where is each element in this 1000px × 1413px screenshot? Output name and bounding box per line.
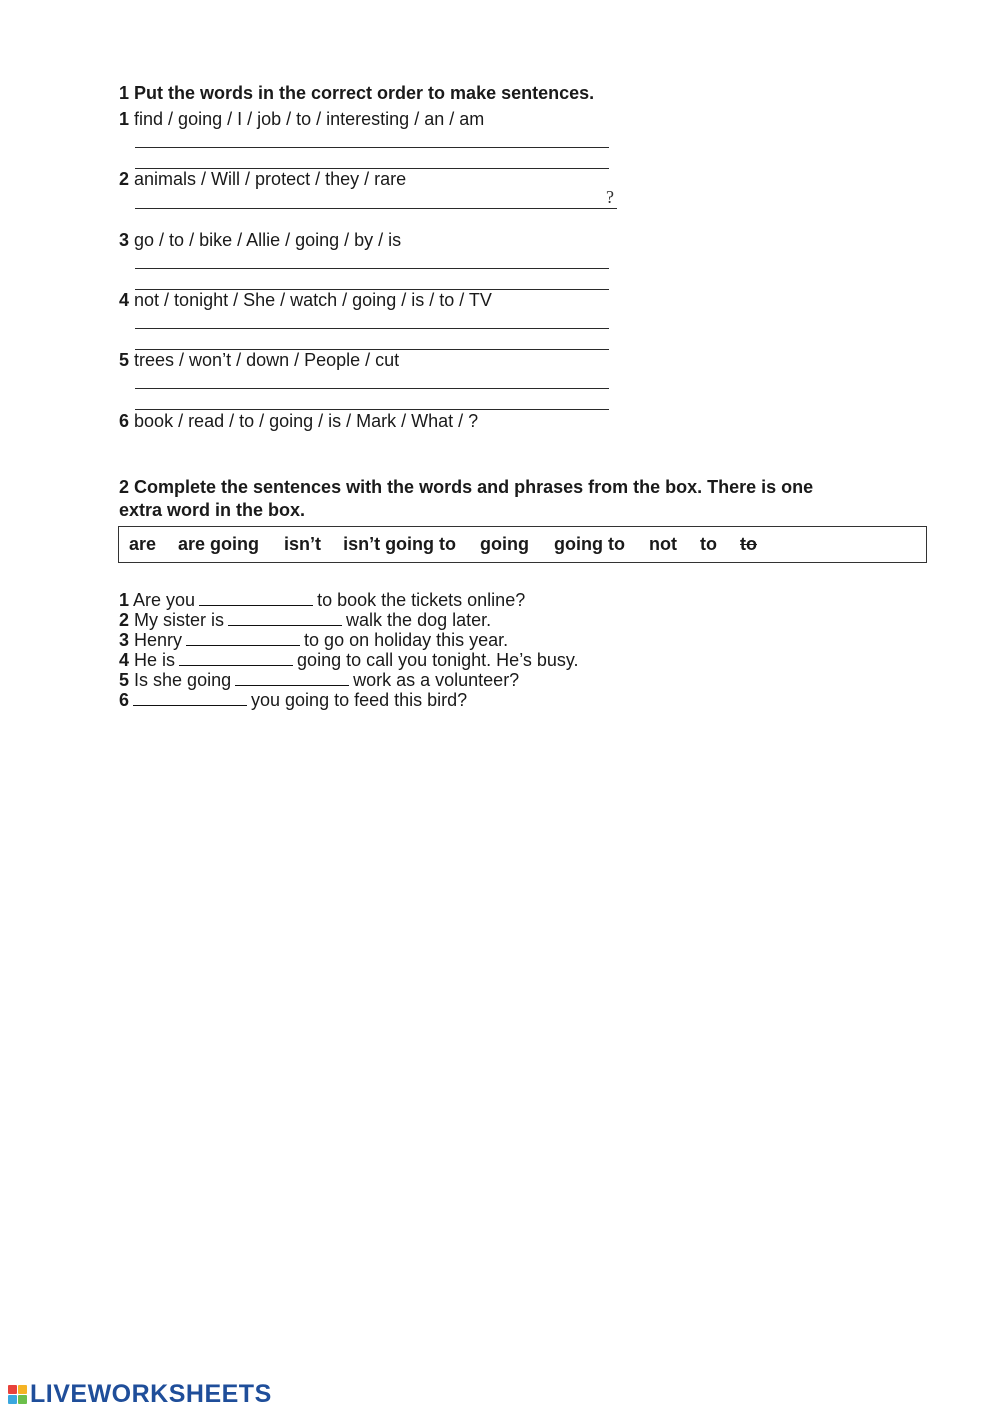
item-after: going to call you tonight. He’s busy.	[297, 650, 579, 670]
item-prompt: not / tonight / She / watch / going / is / to / TV	[134, 290, 492, 310]
item-number: 1	[119, 590, 130, 610]
logo-block	[18, 1385, 27, 1394]
ex2-item-2	[119, 609, 491, 630]
exercise1-heading: 1 Put the words in the correct order to make sentences.	[119, 83, 595, 103]
gap-blank[interactable]	[235, 669, 349, 686]
logo-block	[18, 1395, 27, 1404]
item-prompt: book / read / to / going / is / Mark / What / ?	[134, 411, 479, 431]
logo-block	[8, 1385, 17, 1394]
ex2-item-3	[119, 629, 508, 650]
answer-line[interactable]	[135, 208, 617, 209]
item-after: to go on holiday this year.	[304, 630, 509, 650]
logo-blocks-icon	[8, 1385, 27, 1404]
item-prompt: go / to / bike / Allie / going / by / is	[134, 230, 402, 250]
ex1-item-2	[119, 168, 406, 190]
answer-line[interactable]	[135, 388, 609, 389]
gap-blank[interactable]	[179, 649, 293, 666]
logo-block	[8, 1395, 17, 1404]
item-prompt: trees / won’t / down / People / cut	[134, 350, 400, 370]
gap-blank[interactable]	[133, 689, 247, 706]
item-before: Henry	[134, 630, 183, 650]
logo-text: LIVEWORKSHEETS	[30, 1379, 272, 1408]
item-before: He is	[134, 650, 176, 670]
item-number: 4	[119, 650, 130, 670]
item-prompt: animals / Will / protect / they / rare	[134, 169, 407, 189]
gap-blank[interactable]	[186, 629, 300, 646]
box-word: are	[129, 534, 157, 554]
answer-line[interactable]	[135, 147, 609, 148]
ex1-item-1	[119, 108, 484, 130]
ex1-item-4	[119, 289, 492, 311]
ex1-item-3	[119, 229, 401, 251]
gap-blank[interactable]	[199, 589, 313, 606]
item-before: Is she going	[134, 670, 232, 690]
ex2-item-4	[119, 649, 579, 670]
item-prompt: find / going / I / job / to / interesting / an / am	[134, 109, 485, 129]
answer-line[interactable]	[135, 328, 609, 329]
item-after: you going to feed this bird?	[251, 690, 468, 710]
item-number: 3	[119, 230, 130, 250]
item-before: My sister is	[134, 610, 225, 630]
answer-line[interactable]	[135, 268, 609, 269]
item-number: 4	[119, 290, 130, 310]
item-number: 6	[119, 411, 130, 431]
ex1-item-6	[119, 410, 478, 432]
item-number: 5	[119, 670, 130, 690]
box-word: isn’t	[284, 534, 322, 554]
liveworksheets-logo[interactable]	[8, 1381, 272, 1407]
item-number: 6	[119, 690, 130, 710]
item-number: 1	[119, 109, 130, 129]
item-number: 2	[119, 610, 130, 630]
exercise2-heading-line1: 2 Complete the sentences with the words and phrases from the box. There is one	[119, 477, 814, 497]
item-before: Are you	[133, 590, 196, 610]
box-word: are going	[178, 534, 260, 554]
item-number: 2	[119, 169, 130, 189]
box-word: to	[700, 534, 717, 554]
box-word: isn’t going to	[343, 534, 457, 554]
item-after: to book the tickets online?	[317, 590, 526, 610]
exercise2-heading-line2: extra word in the box.	[119, 500, 306, 520]
exercise2-heading	[119, 476, 813, 522]
ex2-item-6	[119, 689, 467, 710]
word-box	[118, 526, 927, 563]
gap-blank[interactable]	[228, 609, 342, 626]
item-after: walk the dog later.	[346, 610, 492, 630]
box-word-crossed: to	[740, 534, 757, 554]
box-word: not	[649, 534, 677, 554]
question-mark: ?	[606, 187, 614, 207]
item-number: 5	[119, 350, 130, 370]
item-after: work as a volunteer?	[353, 670, 520, 690]
ex2-item-5	[119, 669, 519, 690]
box-word: going	[480, 534, 530, 554]
ex2-item-1	[119, 589, 525, 610]
ex1-item-5	[119, 349, 399, 371]
item-number: 3	[119, 630, 130, 650]
box-word: going to	[554, 534, 626, 554]
